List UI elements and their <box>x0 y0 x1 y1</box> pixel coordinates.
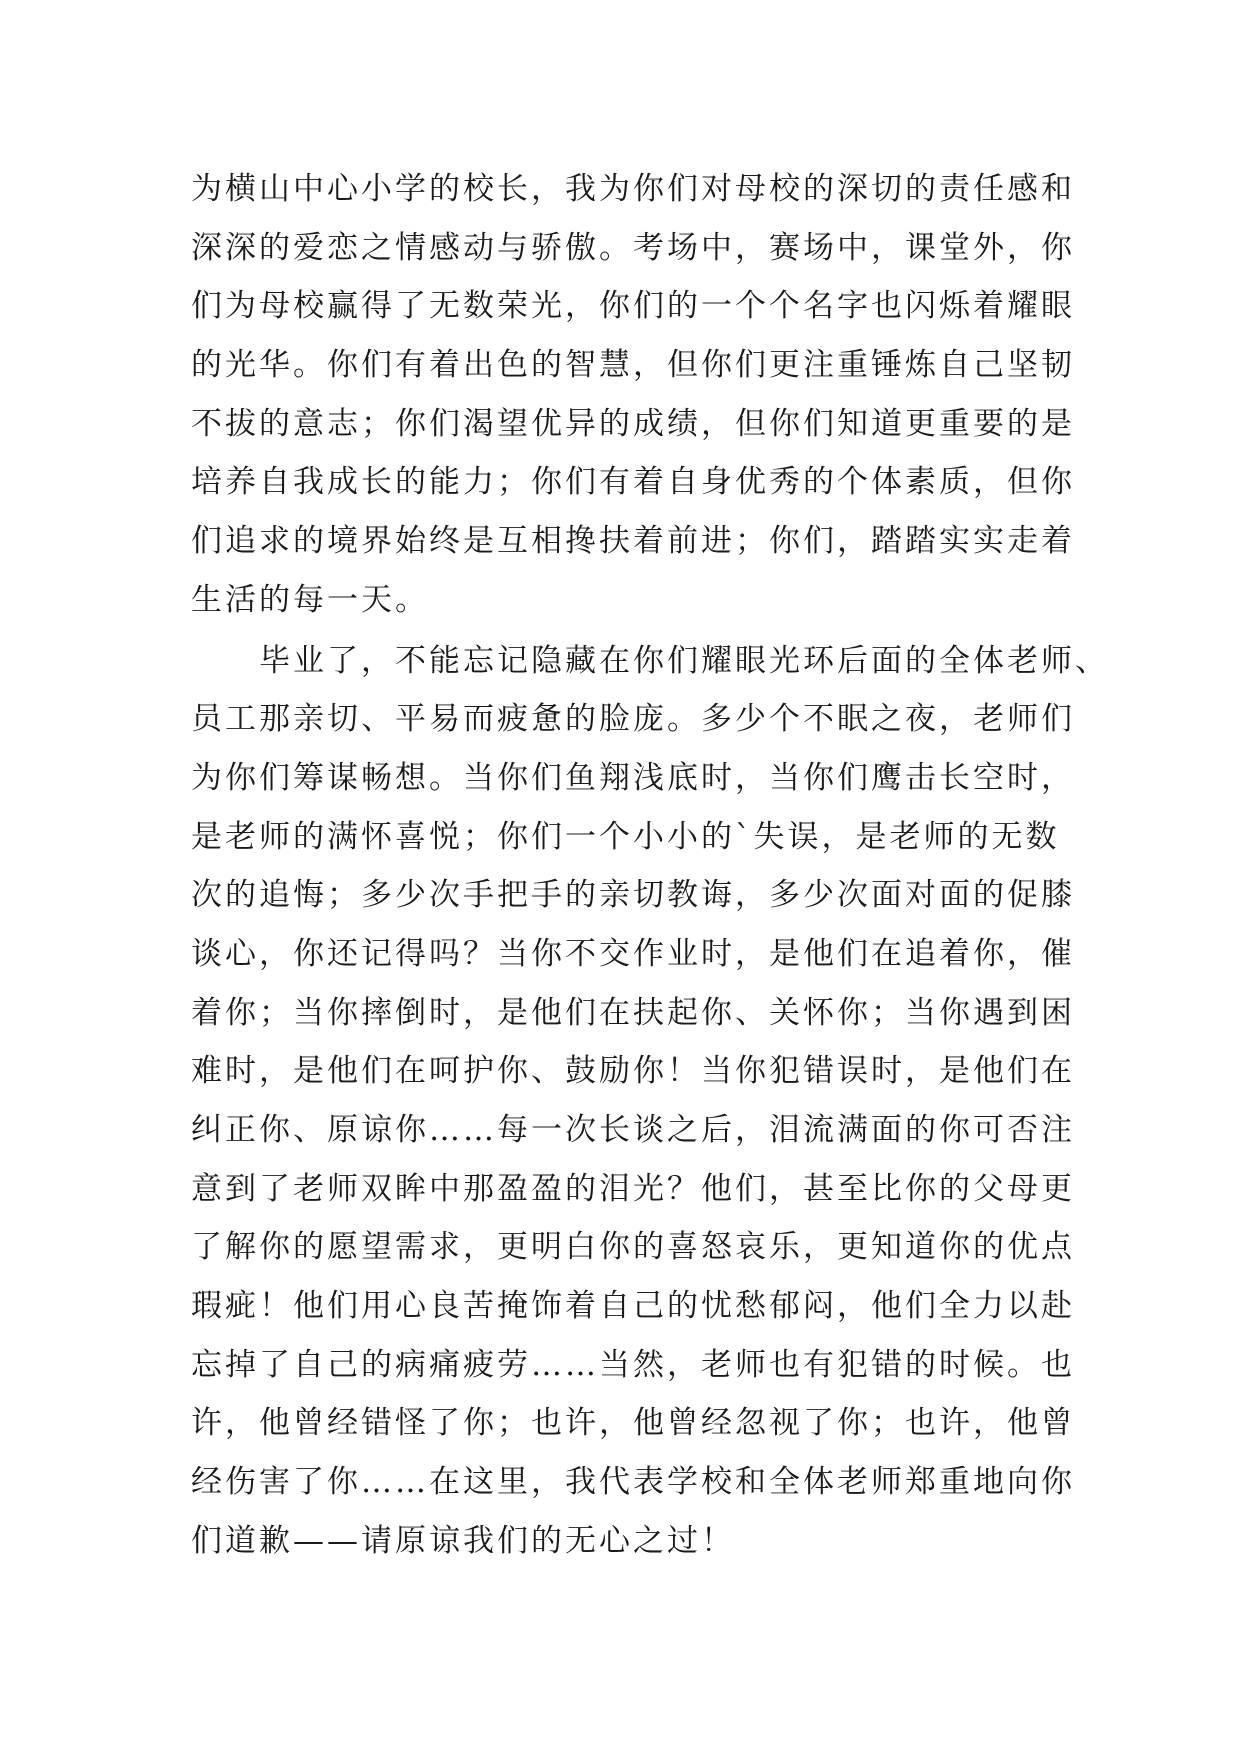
text-line: 的光华。你们有着出色的智慧，但你们更注重锤炼自己坚韧 <box>191 347 1075 384</box>
paragraph-2 <box>191 632 1109 1571</box>
text-line: 们为母校赢得了无数荣光，你们的一个个名字也闪烁着耀眼 <box>191 288 1075 325</box>
document-body <box>191 160 1109 1571</box>
text-line: 难时，是他们在呵护你、鼓励你！当你犯错误时，是他们在 <box>191 1053 1075 1090</box>
text-line: 忘掉了自己的病痛疲劳……当然，老师也有犯错的时候。也 <box>191 1346 1075 1383</box>
text-line: 谈心，你还记得吗？当你不交作业时，是他们在追着你，催 <box>191 935 1075 972</box>
text-line: 意到了老师双眸中那盈盈的泪光？他们，甚至比你的父母更 <box>191 1170 1075 1207</box>
text-line: 毕业了，不能忘记隐藏在你们耀眼光环后面的全体老师、 <box>191 642 1109 679</box>
text-line: 了解你的愿望需求，更明白你的喜怒哀乐，更知道你的优点 <box>191 1229 1075 1266</box>
text-line: 深深的爱恋之情感动与骄傲。考场中，赛场中，课堂外，你 <box>191 229 1075 266</box>
text-line: 为横山中心小学的校长，我为你们对母校的深切的责任感和 <box>191 171 1075 207</box>
text-line: 许，他曾经错怪了你；也许，他曾经忽视了你；也许，他曾 <box>191 1405 1075 1442</box>
paragraph-1 <box>191 160 1075 630</box>
text-line: 员工那亲切、平易而疲惫的脸庞。多少个不眠之夜，老师们 <box>191 701 1075 738</box>
text-line: 是老师的满怀喜悦；你们一个小小的`失误，是老师的无数 <box>191 818 1060 855</box>
text-line: 次的追悔；多少次手把手的亲切教诲，多少次面对面的促膝 <box>191 877 1075 914</box>
text-line: 生活的每一天。 <box>191 581 429 618</box>
text-line: 们道歉——请原谅我们的无心之过！ <box>191 1522 735 1559</box>
text-line: 瑕疵！他们用心良苦掩饰着自己的忧愁郁闷，他们全力以赴 <box>191 1288 1075 1325</box>
text-line: 着你；当你摔倒时，是他们在扶起你、关怀你；当你遇到困 <box>191 994 1075 1031</box>
text-line: 经伤害了你……在这里，我代表学校和全体老师郑重地向你 <box>191 1464 1075 1501</box>
text-line: 培养自我成长的能力；你们有着自身优秀的个体素质，但你 <box>191 464 1075 501</box>
text-line: 纠正你、原谅你……每一次长谈之后，泪流满面的你可否注 <box>191 1112 1075 1148</box>
text-line: 不拔的意志；你们渴望优异的成绩，但你们知道更重要的是 <box>191 405 1075 442</box>
text-line: 们追求的境界始终是互相搀扶着前进；你们，踏踏实实走着 <box>191 523 1075 560</box>
text-line: 为你们筹谋畅想。当你们鱼翔浅底时，当你们鹰击长空时， <box>191 759 1075 796</box>
